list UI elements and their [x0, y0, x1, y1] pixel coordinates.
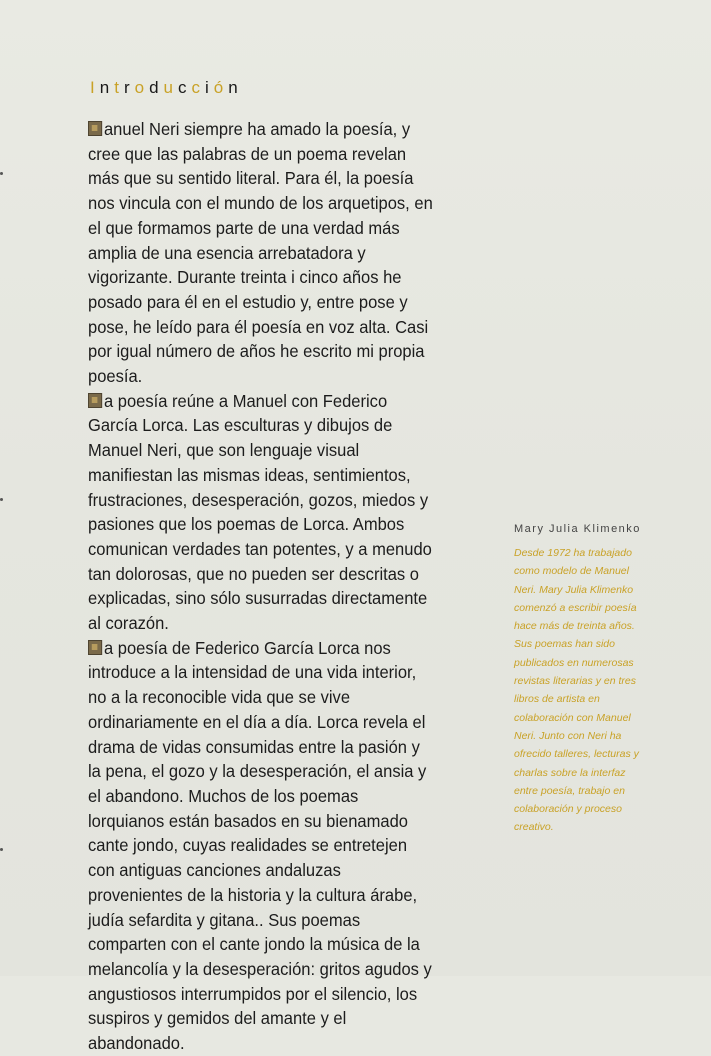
title-letter: t	[114, 78, 124, 97]
body-text	[88, 117, 436, 1056]
paragraph	[88, 636, 436, 1056]
title-letter: ó	[213, 78, 229, 97]
author-bio: Desde 1972 ha trabajado como modelo de Manuel Neri. Mary Julia Klimenko comenzó a escribir poesía hace más de treinta años. Sus poemas han sido publicados en numerosas revistas literarias y en tres libros de artista en colaboración con Manuel Neri. Junto con Neri ha ofrecido talleres, lecturas y charlas sobre la interfaz entre poesía, trabajo en colaboración y proceso creativo.	[514, 547, 639, 834]
title-letter: n	[228, 78, 243, 97]
paragraph-text: a poesía reúne a Manuel con Federico García Lorca. Las esculturas y dibujos de Manuel Neri, que son lenguaje visual manifiestan las mismas ideas, sentimientos, frustraciones, desesperación, gozos, miedos y pasiones que los poemas de Lorca. Ambos comunican verdades tan potentes, y a menudo tan dolorosas, que no pueden ser descritas o explicadas, sino sólo susurradas directamente al corazón.	[88, 390, 432, 634]
paragraph-text: anuel Neri siempre ha amado la poesía, y cree que las palabras de un poema revelan más que su sentido literal. Para él, la poesía nos vincula con el mundo de los arquetipos, en el que formamos parte de una verdad más amplia de una esencia arrebatadora y vigorizante. Durante treinta i cinco años he posado para él en el estudio y, entre pose y pose, he leído para él poesía en voz alta. Casi por igual número de años he escrito mi propia poesía.	[88, 119, 433, 387]
title-letter: c	[191, 78, 206, 97]
title-letter: r	[123, 78, 135, 97]
title-letter: I	[90, 78, 100, 97]
section-title	[90, 78, 243, 98]
drop-initial-icon	[88, 121, 102, 136]
edge-mark	[0, 848, 3, 851]
edge-mark	[0, 498, 3, 501]
drop-initial-icon	[88, 640, 102, 655]
paragraph-text: a poesía de Federico García Lorca nos introduce a la intensidad de una vida interior, no a la reconocible vida que se vive ordinariamente en el día a día. Lorca revela el drama de vidas consumidas entre la pasión y la pena, el gozo y la desesperación, el ansia y el abandono. Muchos de los poemas lorquianos están basados en su bienamado cante jondo, cuyas realidades se entretejen con antiguas canciones andaluzas provenientes de la historia y la cultura árabe, judía sefardita y gitana.. Sus poemas comparten con el cante jondo la música de la melancolía y la desesperación: gritos agudos y angustiosos interrumpidos por el silencio, los suspiros y gemidos del amante y el abandonado.	[88, 637, 432, 1054]
title-letter: d	[149, 78, 164, 97]
paragraph	[88, 117, 436, 389]
drop-initial-icon	[88, 393, 102, 408]
title-letter: o	[134, 78, 150, 97]
author-sidebar	[514, 523, 644, 837]
title-letter: u	[163, 78, 179, 97]
title-letter: c	[178, 78, 192, 97]
author-name: Mary Julia Klimenko	[514, 523, 641, 535]
title-letter: n	[99, 78, 115, 97]
title-letter: i	[205, 78, 214, 97]
paragraph	[88, 389, 436, 636]
edge-mark	[0, 172, 3, 175]
